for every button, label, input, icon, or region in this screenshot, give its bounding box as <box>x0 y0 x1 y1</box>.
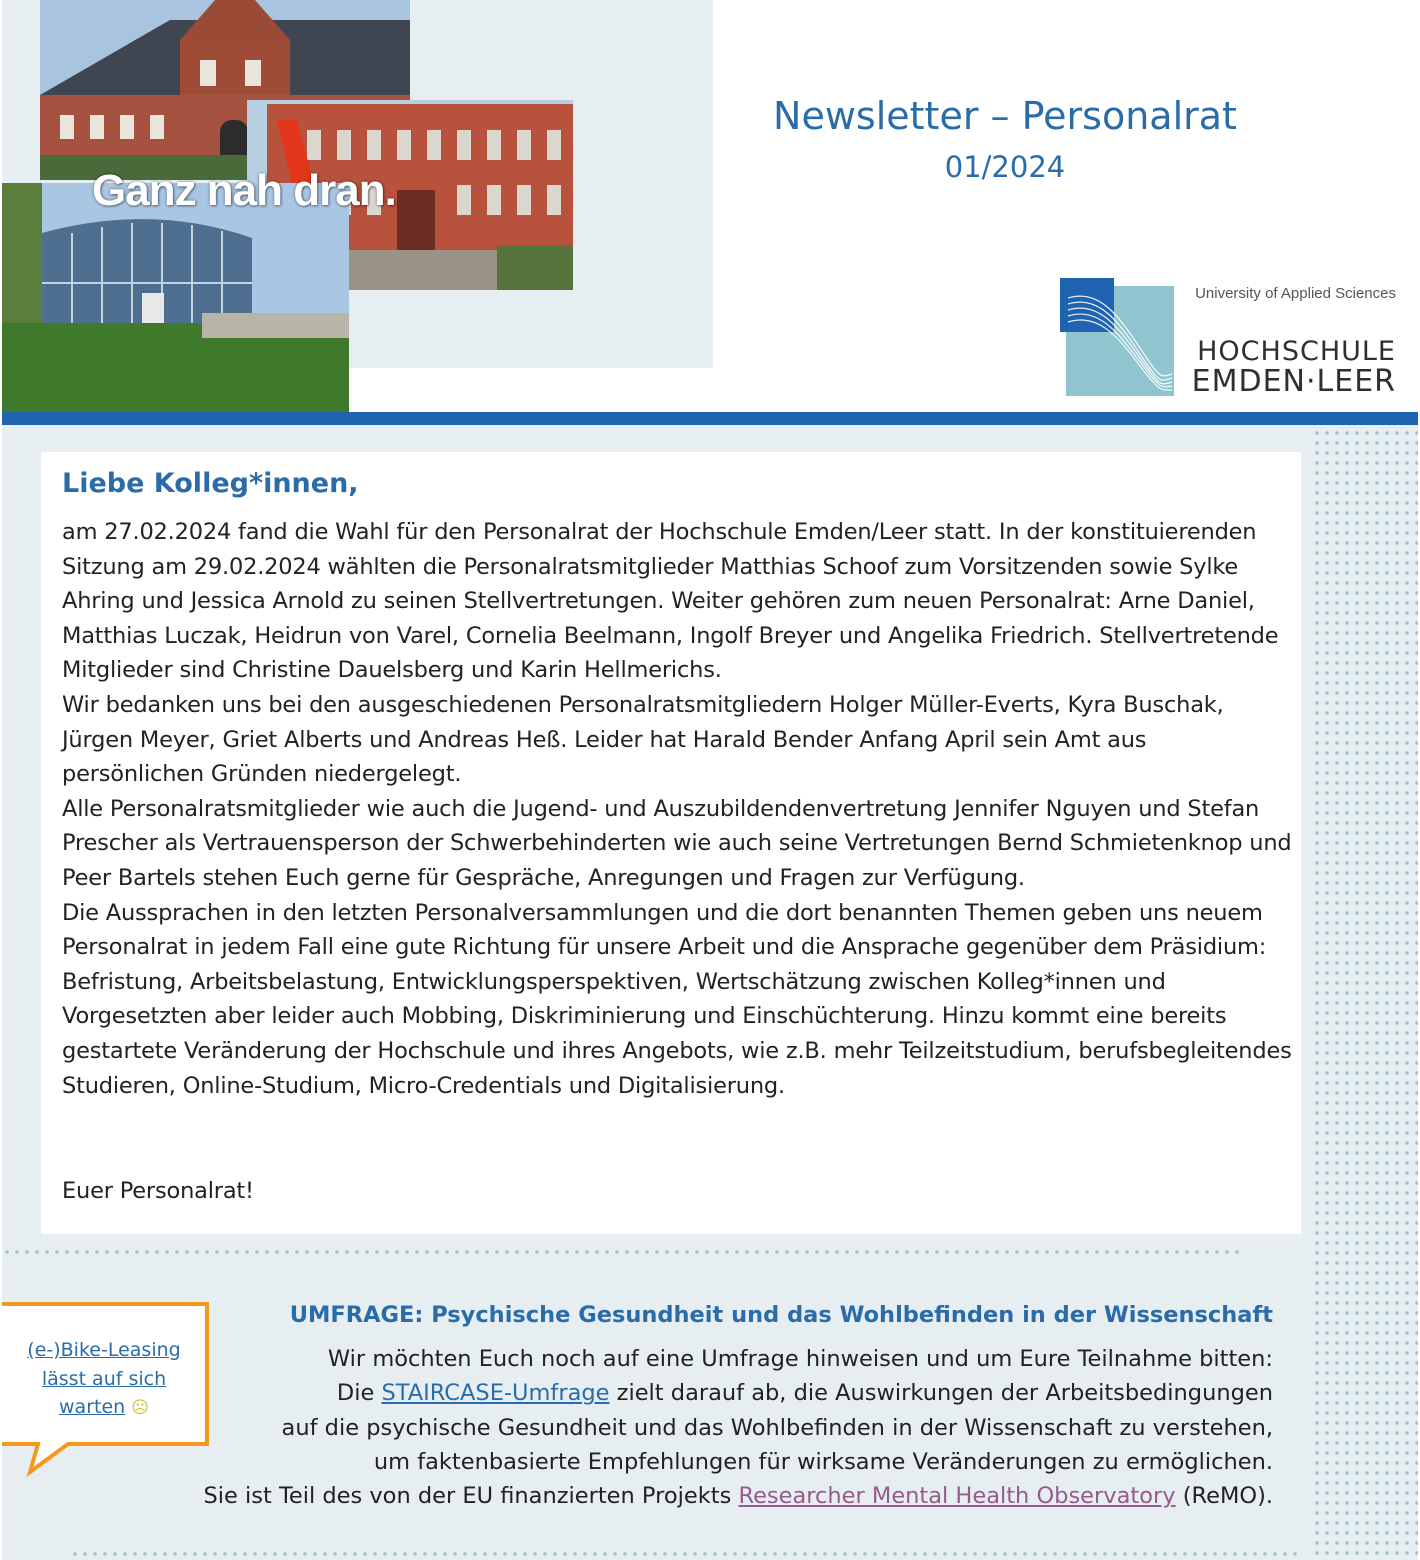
campus-photo-glass-building <box>2 183 349 413</box>
survey-line: Sie ist Teil des von der EU finanzierten Projekts Researcher Mental Health Observatory (ReMO). <box>203 1483 1273 1510</box>
survey-line: Die STAIRCASE-Umfrage zielt darauf ab, die Auswirkungen der Arbeitsbedingungen <box>336 1380 1273 1407</box>
letter-signoff: Euer Personalrat! <box>62 1178 254 1204</box>
letter-paragraph: am 27.02.2024 fand die Wahl für den Personalrat der Hochschule Emden/Leer statt. In der konstituierenden Sitzung am 29.02.2024 wählten die Personalratsmitglieder Matthias Schoof zum Vorsitzenden sowie Sylke Ahring und Jessica Arnold zu seinen Stellvertretungen. Weiter gehören zum neuen Personalrat: Arne Daniel, Matthias Luczak, Heidrun von Varel, Cornelia Beelmann, Ingolf Breyer und Angelika Friedrich. Stellvertretende Mitglieder sind Christine Dauelsberg und Karin Hellmerichs. <box>62 519 1279 684</box>
survey-line: auf die psychische Gesundheit und das Wohlbefinden in der Wissenschaft zu verstehen, <box>281 1414 1273 1441</box>
staircase-survey-link[interactable]: STAIRCASE-Umfrage <box>381 1380 610 1407</box>
dotted-divider-bottom <box>70 1551 1300 1557</box>
letter-paragraph: Alle Personalratsmitglieder wie auch die Jugend- und Auszubildendenvertretung Jennifer Nguyen und Stefan Prescher als Vertrauensperson der Schwerbehinderten wie auch seine Vertretungen Bernd Schmietenknop und Peer Bartels stehen Euch gerne für Gespräche, Anregungen und Fragen zur Verfügung. <box>62 795 1292 891</box>
survey-line: Wir möchten Euch noch auf eine Umfrage hinweisen und um Eure Teilnahme bitten: <box>327 1346 1273 1372</box>
survey-line: um faktenbasierte Empfehlungen für wirksame Veränderungen zu ermöglichen. <box>373 1448 1273 1475</box>
letter-paragraph: Wir bedanken uns bei den ausgeschiedenen Personalratsmitgliedern Holger Müller-Everts, Kyra Buschak, Jürgen Meyer, Griet Alberts und Andreas Heß. Leider hat Harald Bender Anfang April sein Amt aus persönlichen Gründen niedergelegt. <box>62 691 1224 788</box>
sad-face-icon: ☹ <box>131 1398 149 1418</box>
letter-body <box>62 515 1292 1103</box>
logo-name-line2: EMDEN·LEER <box>1191 364 1396 399</box>
remo-project-link[interactable]: Researcher Mental Health Observatory <box>738 1483 1176 1510</box>
hochschule-logo-icon <box>1060 278 1174 396</box>
newsletter-title: Newsletter – Personalrat <box>773 94 1237 138</box>
dotted-pattern-right <box>1312 428 1418 1560</box>
bike-leasing-link-line2[interactable]: lässt auf sich <box>41 1367 167 1390</box>
letter-greeting: Liebe Kolleg*innen, <box>62 468 359 499</box>
bike-leasing-link[interactable]: (e-)Bike-Leasing <box>27 1339 181 1361</box>
logo-tagline: University of Applied Sciences <box>1195 285 1396 302</box>
bike-leasing-link-line3[interactable]: warten <box>59 1396 126 1418</box>
survey-heading: UMFRAGE: Psychische Gesundheit und das Wohlbefinden in der Wissenschaft <box>289 1302 1273 1328</box>
newsletter-issue: 01/2024 <box>944 150 1066 184</box>
logo-name-line1: HOCHSCHULE <box>1197 336 1396 367</box>
survey-text <box>120 1342 1273 1513</box>
dotted-divider <box>2 1249 1242 1255</box>
header-divider <box>2 412 1418 425</box>
bike-leasing-notice <box>12 1336 196 1423</box>
letter-paragraph: Die Aussprachen in den letzten Personalversammlungen und die dort benannten Themen geben uns neuem Personalrat in jedem Fall eine gute Richtung für unsere Arbeit und die Ansprache gegenüber dem Präsidium: Befristung, Arbeitsbelastung, Entwicklungsperspektiven, Wertschätzung zwischen Kolleg*innen und Vorgesetzten aber leider auch Mobbing, Diskriminierung und Einschüchterung. Hinzu kommt eine bereits gestartete Veränderung der Hochschule und ihres Angebots, wie z.B. mehr Teilzeitstudium, berufsbegleitendes Studieren, Online-Studium, Micro-Credentials und Digitalisierung. <box>62 899 1292 1099</box>
slogan-overlay: Ganz nah dran. <box>92 166 396 215</box>
